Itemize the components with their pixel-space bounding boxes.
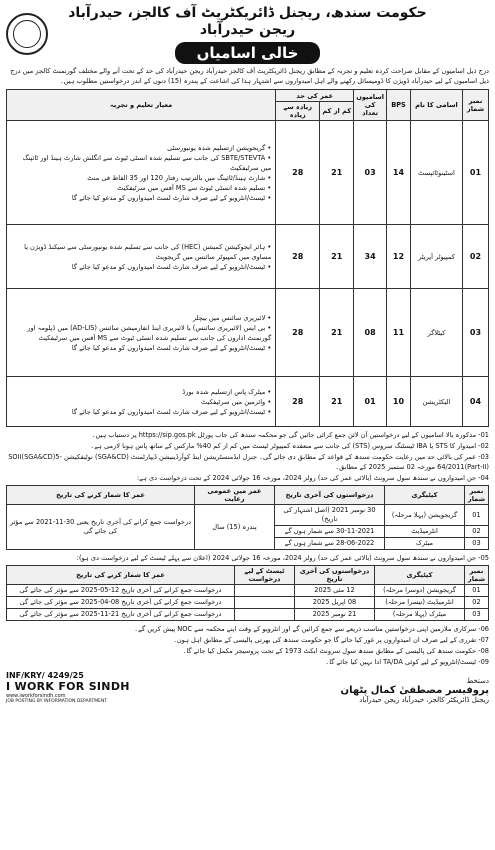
qualification-cell: • ہائر ایجوکیشن کمیشن (HEC) کی جانب سے تسلیم شدہ یونیورسٹی سے سیکنڈ ڈویژن یا مساوی میں کمپیوٹر سائنس میں گریجویٹ • ٹیسٹ/انٹرویو کے لیے صرف شارٹ لسٹ امیدواروں کو مدعو کیا جائے گا [7,225,276,289]
qualification-cell: • گریجویشن ازتسلیم شدہ یونیورسٹی • SBTE/STEVTA کی جانب سے تسلیم شدہ انسٹی ٹیوٹ سے انگلش شارٹ ہینڈ اور ٹائپنگ میں سرٹیفکیٹ • شارٹ ہینڈ/ٹائپنگ میں بالترتیب رفتار 120 اور 35 الفاظ فی منٹ • تسلیم شدہ انسٹی ٹیوٹ سے MS آفس میں سرٹیفکیٹ • ٹیسٹ/انٹرویو کے لیے صرف شارٹ لسٹ امیدواروں کو مدعو کیا جائے گا [7,121,276,225]
signature-block [341,677,489,704]
note-3: 03- عمر کی بالائی حد میں رعایت حکومت سندھ کے قواعد کے مطابق دی جائے گی۔ جنرل ایڈمنسٹریشن اینڈ کوآرڈینیشن ڈیپارٹمنٹ (SGA&CD) نوٹیفکیشن SOII(SGA&CD)5-64/2011(Part-II) مورخہ 02 ستمبر 2025 کے مطابق۔ [8,453,489,471]
note-2: 02- امیدوار کا STS یا IBA ٹیسٹنگ سروس (STS) کی جانب سے منعقدہ کمپیوٹر ٹیسٹ میں کم از کم 40% مارکس کے ساتھ پاس ہونا لازمی ہے۔ [90,442,489,450]
signatory-designation: ریجنل ڈائریکٹر کالجز، حیدرآباد ریجن حیدرآباد [359,696,489,704]
intro-paragraph: درج ذیل اسامیوں کے مقابل صراحت کردہ تعلیم و تجربہ کے مطابق ریجنل ڈائریکٹریٹ آف کالجز حیدرآباد ریجن حیدرآباد کی حد کے تحت آنے والے مختلف گورنمنٹ کالجز میں درج ذیل اسامیوں کے لیے حیدرآباد ڈویژن کا ڈومیسائل رکھنے والے اہل امیدواروں سے اشتہار ہذا کی اشاعت کے پندرہ (15) دنوں کے اندر درخواستیں مطلوب ہیں۔ [10,67,489,85]
qualification-cell: • لائبریری سائنس میں بیچلر • بی ایس (لائبریری سائنس) یا لائبریری اینڈ انفارمیشن سائنس (AD-LIS) میں ڈپلومہ اور گورنمنٹ اداروں کی جانب سے تسلیم شدہ انسٹی ٹیوٹ سے MS آفس میں سرٹیفکیٹ • ٹیسٹ/انٹرویو کے لیے صرف شارٹ لسٹ امیدواروں کو مدعو کیا جائے گا [7,289,276,377]
table-row: 01 گریجویشن (دوسرا مرحلہ) 12 مئی 2025 درخواست جمع کرانے کی آخری تاریخ 12-05-2025 سے مؤثر کی جائے گی [7,585,489,597]
col-max-age: زیادہ سے زیادہ [276,102,320,121]
inf-number: INF/KRY/ 4249/25 [6,671,84,680]
col-bps: BPS [387,90,411,121]
i-work-for-sindh-logo [6,671,130,704]
note-9: 09- ٹیسٹ/انٹرویو کے لیے کوئی TA/DA ادا نہیں کیا جائے گا۔ [325,658,489,666]
col-qualification: معیار تعلیم و تجربہ [7,90,276,121]
signed-label: دستخط [466,677,489,685]
age-relaxation-table: نمبر شمار کیٹیگری درخواستوں کی آخری تاریخ عمر میں عمومی رعایت عمر کا شمار کرنے کی تاریخ 01 گریجویشن (پہلا مرحلہ) 30 نومبر 2021 (اصل اشتہار کی تاریخ) پندرہ (15) سال درخواست جمع کرانے کی آخری تاریخ یعنی 30-11-2021 سے مؤثر کی جائے گی 02 انٹرمیڈیٹ 30-11-2021 سے شمار ہوں گے 03 میٹرک 28-06-2022 سے شمار ہوں گے [6,485,489,550]
table-row: 02 انٹرمیڈیٹ 30-11-2021 سے شمار ہوں گے [7,526,489,538]
brand-url: www.iworkforsindh.com [6,693,66,699]
header [6,4,489,64]
table-row: 04 الیکٹریشن 10 01 21 28 • میٹرک پاس ازتسلیم شدہ بورڈ • وائرمین میں سرٹیفکیٹ • ٹیسٹ/انٹرویو کے لیے صرف شارٹ لسٹ امیدواروں کو مدعو کیا جائے گا [7,377,489,427]
note-5: 05- جن امیدواروں نے سندھ سول سرونٹ (بالائی عمر کی حد) رولز 2024، مورخہ 16 جولائی 2024 (اعلان سے پہلے ٹیسٹ کے لیے درخواست دی ہو): [76,554,489,562]
brand-text: I WORK FOR SINDH [6,680,130,693]
note-8: 08- حکومت سندھ کی پالیسی کے مطابق سندھ سول سرونٹ ایکٹ 1973 کے تحت پروسیجر مکمل کیا جائے گا۔ [182,647,489,655]
table-row: 01 اسٹینوٹائپسٹ 14 03 21 28 • گریجویشن ازتسلیم شدہ یونیورسٹی • SBTE/STEVTA کی جانب سے تسلیم شدہ انسٹی ٹیوٹ سے انگلش شارٹ ہینڈ اور ٹائپنگ میں سرٹیفکیٹ • شارٹ ہینڈ/ٹائپنگ میں بالترتیب رفتار 120 اور 35 الفاظ فی منٹ • تسلیم شدہ انسٹی ٹیوٹ سے MS آفس میں سرٹیفکیٹ • ٹیسٹ/انٹرویو کے لیے صرف شارٹ لسٹ امیدواروں کو مدعو کیا جائے گا [7,121,489,225]
organization-title: حکومت سندھ، ریجنل ڈائریکٹریٹ آف کالجز، حیدرآباد ریجن حیدرآباد [68,4,427,38]
note-7: 07- تقرری کے لیے صرف ان امیدواروں پر غور کیا جائے گا جو حکومت سندھ کی بھرتی پالیسی کے مطابق اہل ہوں۔ [172,636,489,644]
table-row: 02 انٹرمیڈیٹ (تیسرا مرحلہ) 08 اپریل 2025 درخواست جمع کرانے کی آخری تاریخ 08-04-2025 سے مؤثر کی جائے گی [7,597,489,609]
col-count: اسامیوں کی تعداد [354,90,387,121]
table-row: 03 میٹرک 28-06-2022 سے شمار ہوں گے [7,538,489,550]
vacancy-table [6,89,489,427]
col-min-age: کم از کم [320,102,354,121]
footer [6,671,489,704]
government-seal-icon [6,13,48,55]
vacancies-banner: خالی اسامیاں [175,42,321,64]
notes-section-2 [6,624,489,667]
note-6: 06- سرکاری ملازمین اپنی درخواستیں مناسب ذریعے سے جمع کرائیں گے اور انٹرویو کے وقت اپنے محکمہ سے NOC پیش کریں گے۔ [134,625,489,633]
col-no: نمبر شمار [463,90,489,121]
table-row: 01 گریجویشن (پہلا مرحلہ) 30 نومبر 2021 (اصل اشتہار کی تاریخ) پندرہ (15) سال درخواست جمع کرانے کی آخری تاریخ یعنی 30-11-2021 سے مؤثر کی جائے گی [7,505,489,526]
qualification-cell: • میٹرک پاس ازتسلیم شدہ بورڈ • وائرمین میں سرٹیفکیٹ • ٹیسٹ/انٹرویو کے لیے صرف شارٹ لسٹ امیدواروں کو مدعو کیا جائے گا [7,377,276,427]
table-row: 03 کیٹلاگر 11 08 21 28 • لائبریری سائنس میں بیچلر • بی ایس (لائبریری سائنس) یا لائبریری اینڈ انفارمیشن سائنس (AD-LIS) میں ڈپلومہ اور گورنمنٹ اداروں کی جانب سے تسلیم شدہ انسٹی ٹیوٹ سے MS آفس میں سرٹیفکیٹ • ٹیسٹ/انٹرویو کے لیے صرف شارٹ لسٹ امیدواروں کو مدعو کیا جائے گا [7,289,489,377]
notes-section [6,430,489,483]
table-row: 02 کمپیوٹر آپریٹر 12 34 21 28 • ہائر ایجوکیشن کمیشن (HEC) کی جانب سے تسلیم شدہ یونیورسٹی سے سیکنڈ ڈویژن یا مساوی میں کمپیوٹر سائنس میں گریجویٹ • ٹیسٹ/انٹرویو کے لیے صرف شارٹ لسٹ امیدواروں کو مدعو کیا جائے گا [7,225,489,289]
table-row: 03 میٹرک (پہلا مرحلہ) 21 نومبر 2025 درخواست جمع کرانے کی آخری تاریخ 21-11-2025 سے مؤثر کی جائے گی [7,609,489,621]
note-1: 01- مذکورہ بالا اسامیوں کے لیے درخواستیں آن لائن جمع کرائی جائیں گی جو محکمہ سندھ کی جاب پورٹل https://sip.gos.pk پر دستیاب ہیں۔ [91,431,489,439]
note-4: 04- جن امیدواروں نے سندھ سول سرونٹ (بالائی عمر کی حد) رولز 2024، مورخہ 16 جولائی 2024 کے تحت درخواست دی ہے: [136,474,489,482]
col-post: اسامی کا نام [411,90,463,121]
test-date-table: نمبر شمار کیٹیگری درخواستوں کی آخری تاریخ ٹیسٹ کے لیے درخواست عمر کا شمار کرنے کی تاریخ 01 گریجویشن (دوسرا مرحلہ) 12 مئی 2025 درخواست جمع کرانے کی آخری تاریخ 12-05-2025 سے مؤثر کی جائے گی 02 انٹرمیڈیٹ (تیسرا مرحلہ) 08 اپریل 2025 درخواست جمع کرانے کی آخری تاریخ 08-04-2025 سے مؤثر کی جائے گی 03 میٹرک (پہلا مرحلہ) 21 نومبر 2025 درخواست جمع کرانے کی آخری تاریخ 21-11-2025 سے مؤثر کی جائے گی [6,565,489,621]
signatory-name: پروفیسر مصطفیٰ کمال پٹھان [340,685,489,696]
job-posting-label: JOB POSTING BY INFORMATION DEPARTMENT [6,699,108,704]
col-age: عمر کی حد [276,90,354,102]
